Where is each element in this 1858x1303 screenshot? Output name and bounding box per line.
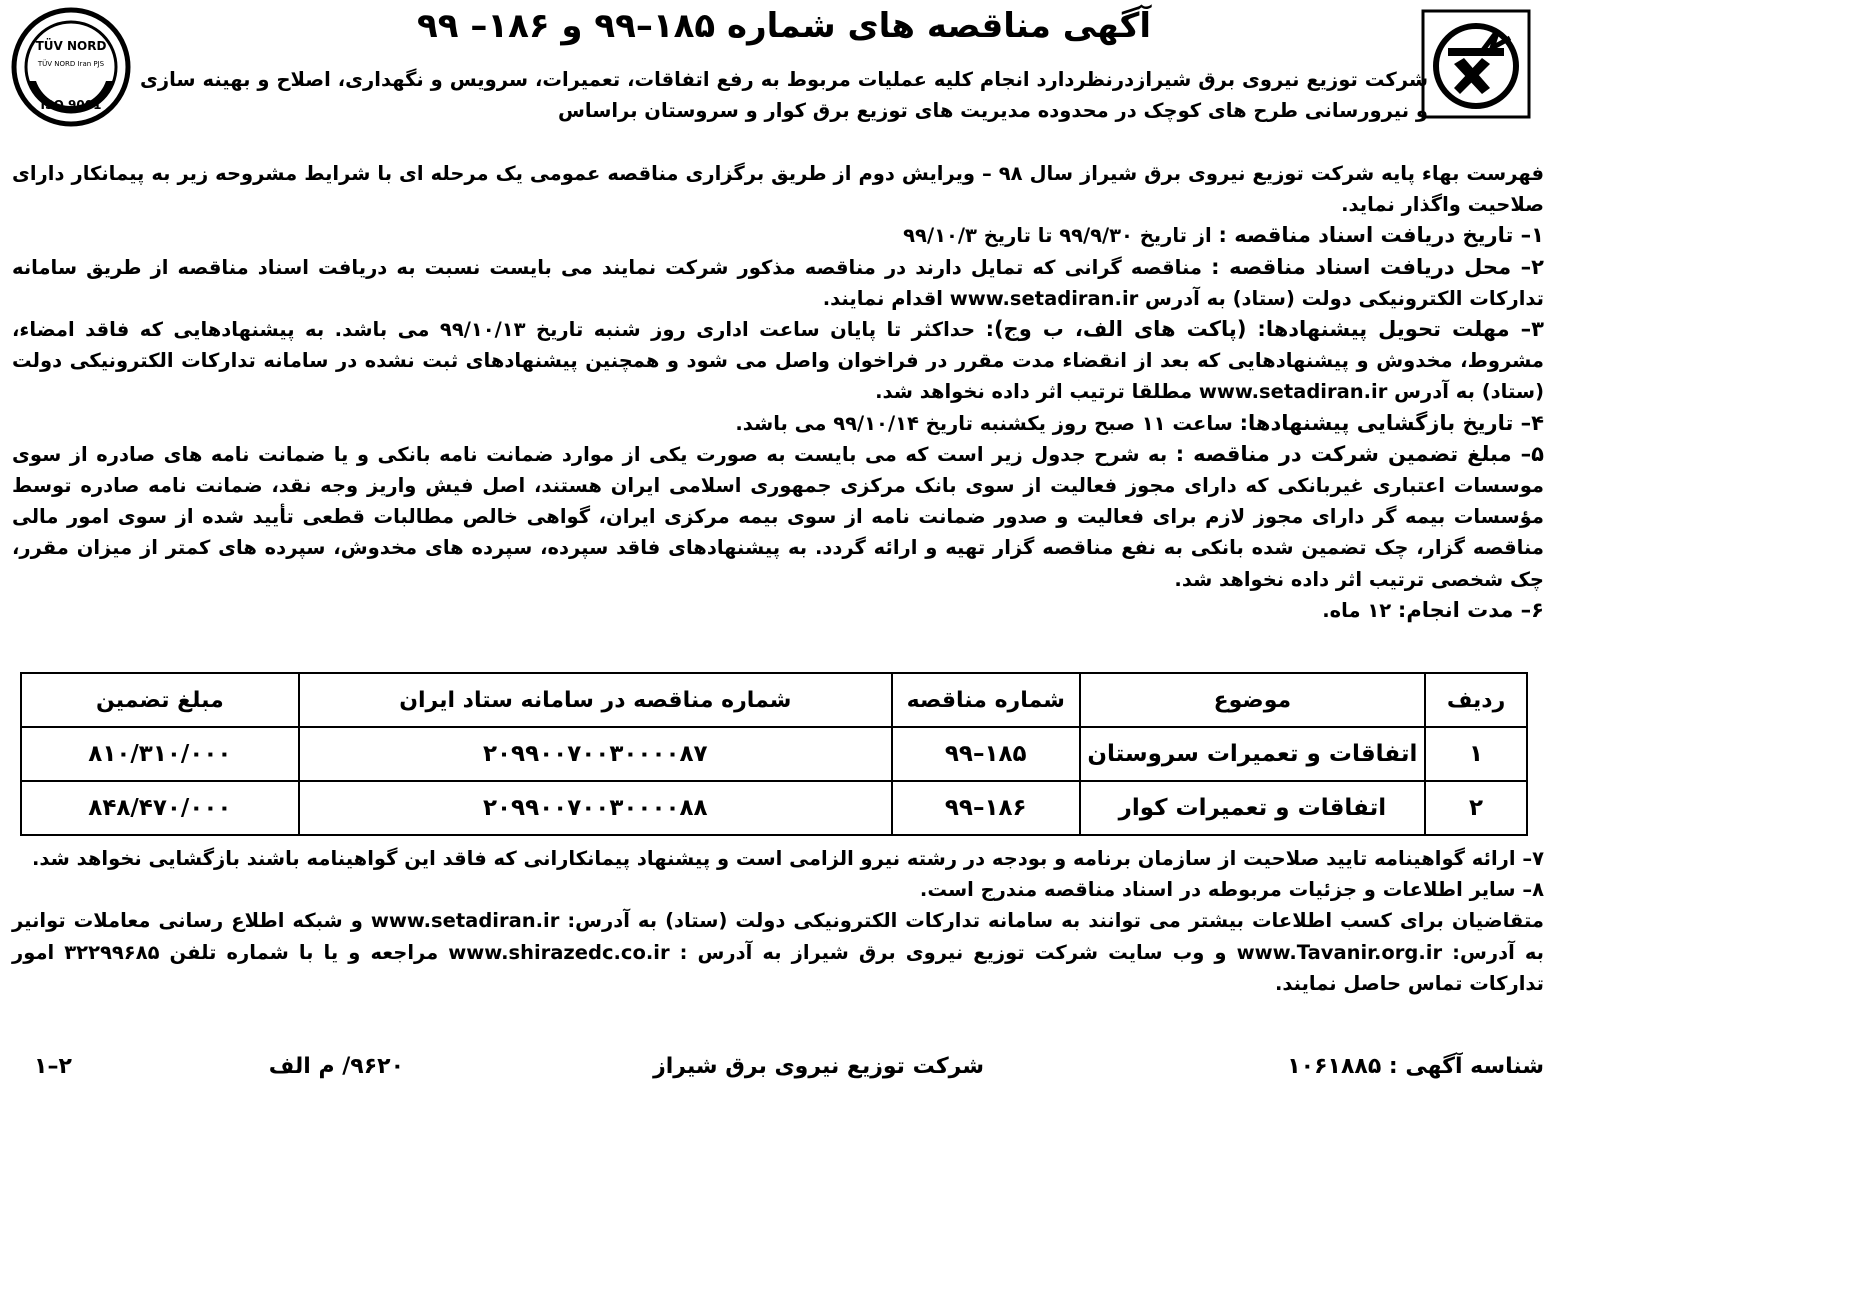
cell-subject: اتفاقات و تعمیرات سروستان: [1080, 727, 1425, 781]
header-row-number: ردیف: [1425, 673, 1527, 727]
cell-guarantee-amount: ۸۴۸/۴۷۰/۰۰۰: [21, 781, 299, 835]
header-guarantee-amount: مبلغ تضمین: [21, 673, 299, 727]
item-1: ۱– تاریخ دریافت اسناد مناقصه : از تاریخ ۹۹/۹/۳۰ تا تاریخ ۹۹/۱۰/۳: [903, 223, 1544, 248]
cell-setad-number: ۲۰۹۹۰۰۷۰۰۳۰۰۰۰۸۷: [299, 727, 892, 781]
intro-paragraph: شرکت توزیع نیروی برق شیرازدرنظردارد انجام کلیه عملیات مربوط به رفع اتفاقات، تعمیرات، سرویس و نگهداری، اصلاح و بهینه سازی و نیرورسانی طرح های کوچک در محدوده مدیریت های توزیع برق کوار و سروستان براساس: [140, 68, 1428, 122]
item-3: ۳– مهلت تحویل پیشنهادها: (پاکت های الف، ب وج): حداکثر تا پایان ساعت اداری روز شنبه تاریخ ۹۹/۱۰/۱۳ می باشد. به پیشنهادهایی که فاقد امضاء، مشروط، مخدوش و پیشنهادهایی که بعد از انقضاء مدت مقرر در فراخوان واصل می شود و همچنین پیشنهادهای ثبت نشده در سامانه تدارکات الکترونیکی دولت (ستاد) به آدرس www.setadiran.ir مطلقا ترتیب اثر داده نخواهد شد.: [12, 317, 1544, 404]
footer-company: شرکت توزیع نیروی برق شیراز: [653, 1054, 984, 1079]
item-5: ۵– مبلغ تضمین شرکت در مناقصه : به شرح جدول زیر است که می بایست به صورت یکی از موارد ضمانت نامه بانکی و یا ضمانت نامه های صادره از سوی موسسات اعتباری غیربانکی که دارای مجوز فعالیت از سوی بانک مرکزی جمهوری اسلامی ایران هستند، اصل فیش واریز وجه نقد، ضمانت نامه صادره توسط مؤسسات بیمه گر دارای مجوز لازم برای فعالیت و صدور ضمانت نامه از سوی بیمه مرکزی ایران، گواهی خالص مطالبات قطعی تأیید شده از سوی امور مالی مناقصه گزار، چک تضمین شده بانکی به نفع مناقصه گزار تهیه و ارائه گردد. به پیشنهادهای فاقد سپرده، سپرده های مخدوش، سپرده های کمتر از میزان مقرر، چک شخصی ترتیب اثر داده نخواهد شد.: [12, 441, 1544, 591]
cell-tender-number: ۱۸۶–۹۹: [892, 781, 1080, 835]
cell-tender-number: ۱۸۵–۹۹: [892, 727, 1080, 781]
tender-table: [20, 672, 1528, 836]
cell-guarantee-amount: ۸۱۰/۳۱۰/۰۰۰: [21, 727, 299, 781]
table-row: [21, 727, 1527, 781]
table-header-row: [21, 673, 1527, 727]
footer-page: ۲–۱: [34, 1054, 72, 1079]
company-logo-icon: [1420, 8, 1532, 120]
header-tender-number: شماره مناقصه: [892, 673, 1080, 727]
header-setad-number: شماره مناقصه در سامانه ستاد ایران: [299, 673, 892, 727]
notice-body: [12, 158, 1544, 626]
intro-continuation: فهرست بهاء پایه شرکت توزیع نیروی برق شیراز سال ۹۸ – ویرایش دوم از طریق برگزاری مناقصه عمومی یک مرحله ای با شرایط مشروحه زیر به پیمانکار دارای صلاحیت واگذار نماید.: [12, 162, 1544, 217]
cell-row-number: ۱: [1425, 727, 1527, 781]
item-6: ۶– مدت انجام: ۱۲ ماه.: [1322, 597, 1544, 622]
cell-subject: اتفاقات و تعمیرات کوار: [1080, 781, 1425, 835]
page-title: آگهی مناقصه های شماره ۱۸۵–۹۹ و ۱۸۶– ۹۹: [416, 6, 1152, 46]
cell-setad-number: ۲۰۹۹۰۰۷۰۰۳۰۰۰۰۸۸: [299, 781, 892, 835]
ad-id: شناسه آگهی : ۱۰۶۱۸۸۵: [1287, 1054, 1544, 1079]
footer: [14, 1054, 1544, 1090]
item-4: ۴– تاریخ بازگشایی پیشنهادها: ساعت ۱۱ صبح روز یکشنبه تاریخ ۹۹/۱۰/۱۴ می باشد.: [735, 410, 1544, 435]
cell-row-number: ۲: [1425, 781, 1527, 835]
svg-text:TÜV NORD Iran PJS: TÜV NORD Iran PJS: [37, 60, 105, 68]
notice-body-after-table: [12, 843, 1544, 999]
item-7: ۷– ارائه گواهینامه تایید صلاحیت از سازمان برنامه و بودجه در رشته نیرو الزامی است و پیشنهاد پیمانکارانی که فاقد این گواهینامه باشند بازگشایی نخواهد شد.: [32, 847, 1544, 870]
closing-paragraph: متقاضیان برای کسب اطلاعات بیشتر می توانند به سامانه تدارکات الکترونیکی دولت (ستاد) به آدرس: www.setadiran.ir و شبکه اطلاع رسانی معاملات توانیر به آدرس: www.Tavanir.org.ir و وب سایت شرکت توزیع نیروی برق شیراز به آدرس : www.shirazedc.co.ir مراجعه و یا با شماره تلفن ۳۲۲۹۹۶۸۵ امور تدارکات تماس حاصل نمایند.: [12, 909, 1544, 995]
header-subject: موضوع: [1080, 673, 1425, 727]
item-2: ۲– محل دریافت اسناد مناقصه : مناقصه گرانی که تمایل دارند در مناقصه مذکور شرکت نمایند می بایست نسبت به دریافت اسناد مناقصه از طریق سامانه تدارکات الکترونیکی دولت (ستاد) به آدرس www.setadiran.ir اقدام نمایند.: [12, 254, 1544, 310]
svg-text:TÜV NORD: TÜV NORD: [35, 39, 107, 53]
table-row: [21, 781, 1527, 835]
tuv-nord-iso-logo-icon: [10, 6, 132, 128]
item-8: ۸– سایر اطلاعات و جزئیات مربوطه در اسناد مناقصه مندرج است.: [919, 878, 1544, 902]
footer-code: ۹۶۲۰/ م الف: [268, 1054, 404, 1079]
svg-text:ISO 9001: ISO 9001: [40, 98, 102, 112]
